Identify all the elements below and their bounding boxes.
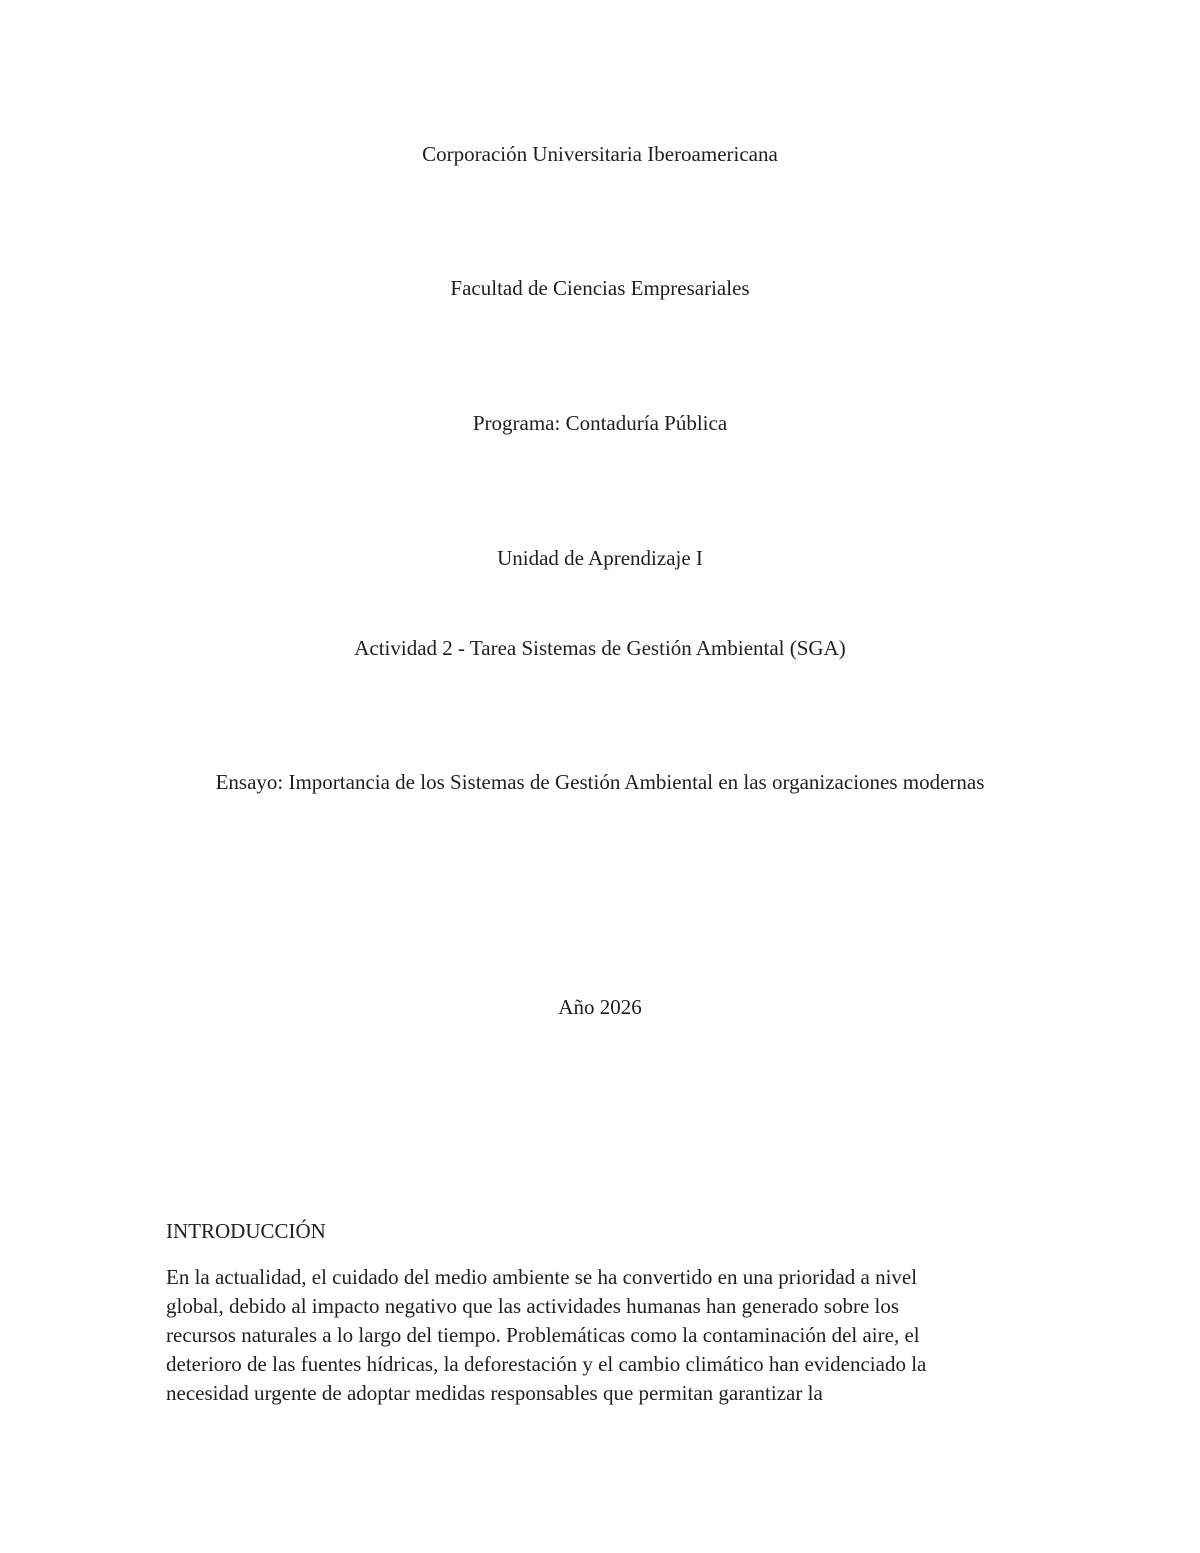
essay-title: Ensayo: Importancia de los Sistemas de Gestión Ambiental en las organizaciones modernas [215,770,985,794]
introduction-heading: INTRODUCCIÓN [166,1219,326,1243]
paragraph-line: necesidad urgente de adoptar medidas responsables que permitan garantizar la [166,1381,823,1405]
year-label: Año 2026 [558,995,642,1019]
unit-name: Unidad de Aprendizaje I [497,546,703,570]
paragraph-line: deterioro de las fuentes hídricas, la deforestación y el cambio climático han evidenciado la [166,1352,927,1376]
program-name: Programa: Contaduría Pública [472,411,728,435]
introduction-paragraph [166,1263,1046,1408]
institution-name: Corporación Universitaria Iberoamericana [422,142,778,166]
paragraph-line: En la actualidad, el cuidado del medio ambiente se ha convertido en una prioridad a nivel [166,1265,918,1289]
paragraph-line: recursos naturales a lo largo del tiempo. Problemáticas como la contaminación del aire, el [166,1323,920,1347]
paragraph-line: global, debido al impacto negativo que las actividades humanas han generado sobre los [166,1294,900,1318]
faculty-name: Facultad de Ciencias Empresariales [450,276,750,300]
activity-title: Actividad 2 - Tarea Sistemas de Gestión Ambiental (SGA) [354,636,846,660]
